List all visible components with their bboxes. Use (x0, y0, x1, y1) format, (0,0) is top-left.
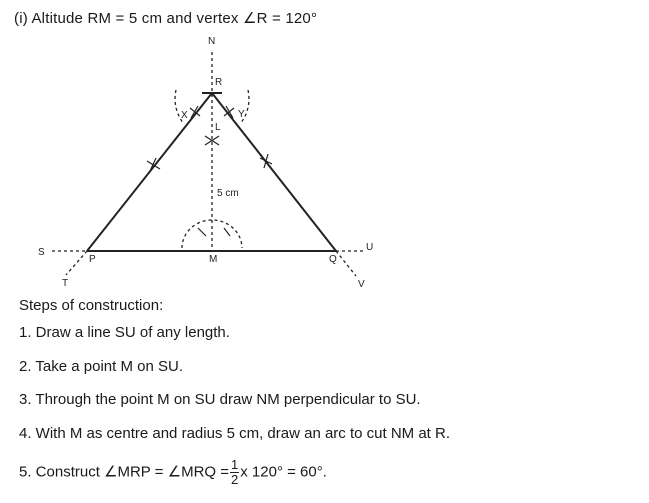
fraction-denominator: 2 (231, 472, 239, 487)
step-5 (19, 458, 327, 487)
step-4: 4. With M as centre and radius 5 cm, draw an arc to cut NM at R. (19, 425, 450, 442)
label-x: X (181, 110, 188, 121)
arc-mark-m-left (198, 228, 206, 236)
fraction-half (230, 458, 239, 487)
line-v-ext (336, 251, 356, 276)
label-r: R (215, 77, 223, 88)
label-v: V (358, 279, 365, 290)
label-p: P (89, 254, 96, 265)
heading: (i) Altitude RM = 5 cm and vertex ∠R = 120° (14, 10, 318, 27)
label-l: L (215, 122, 221, 133)
label-t: T (62, 278, 69, 289)
arc-mark-x (190, 106, 200, 118)
step-2: 2. Take a point M on SU. (19, 358, 183, 375)
label-n: N (208, 36, 216, 47)
label-s: S (38, 247, 45, 258)
step-5-suffix: x 120° = 60°. (240, 463, 327, 481)
step-5-prefix: 5. Construct ∠MRP = ∠MRQ = (19, 463, 230, 481)
step-3: 3. Through the point M on SU draw NM perpendicular to SU. (19, 391, 421, 408)
label-q: Q (329, 254, 337, 265)
label-y: Y (238, 109, 245, 120)
side-rp (87, 93, 212, 251)
side-rq (212, 93, 336, 251)
steps-title: Steps of construction: (19, 297, 164, 314)
step-1: 1. Draw a line SU of any length. (19, 324, 230, 341)
label-length: 5 cm (217, 188, 239, 199)
label-m: M (209, 254, 218, 265)
arc-mark-m-right (224, 228, 230, 236)
line-t-ext (66, 251, 87, 275)
label-u: U (366, 242, 374, 253)
fraction-numerator: 1 (231, 457, 239, 472)
